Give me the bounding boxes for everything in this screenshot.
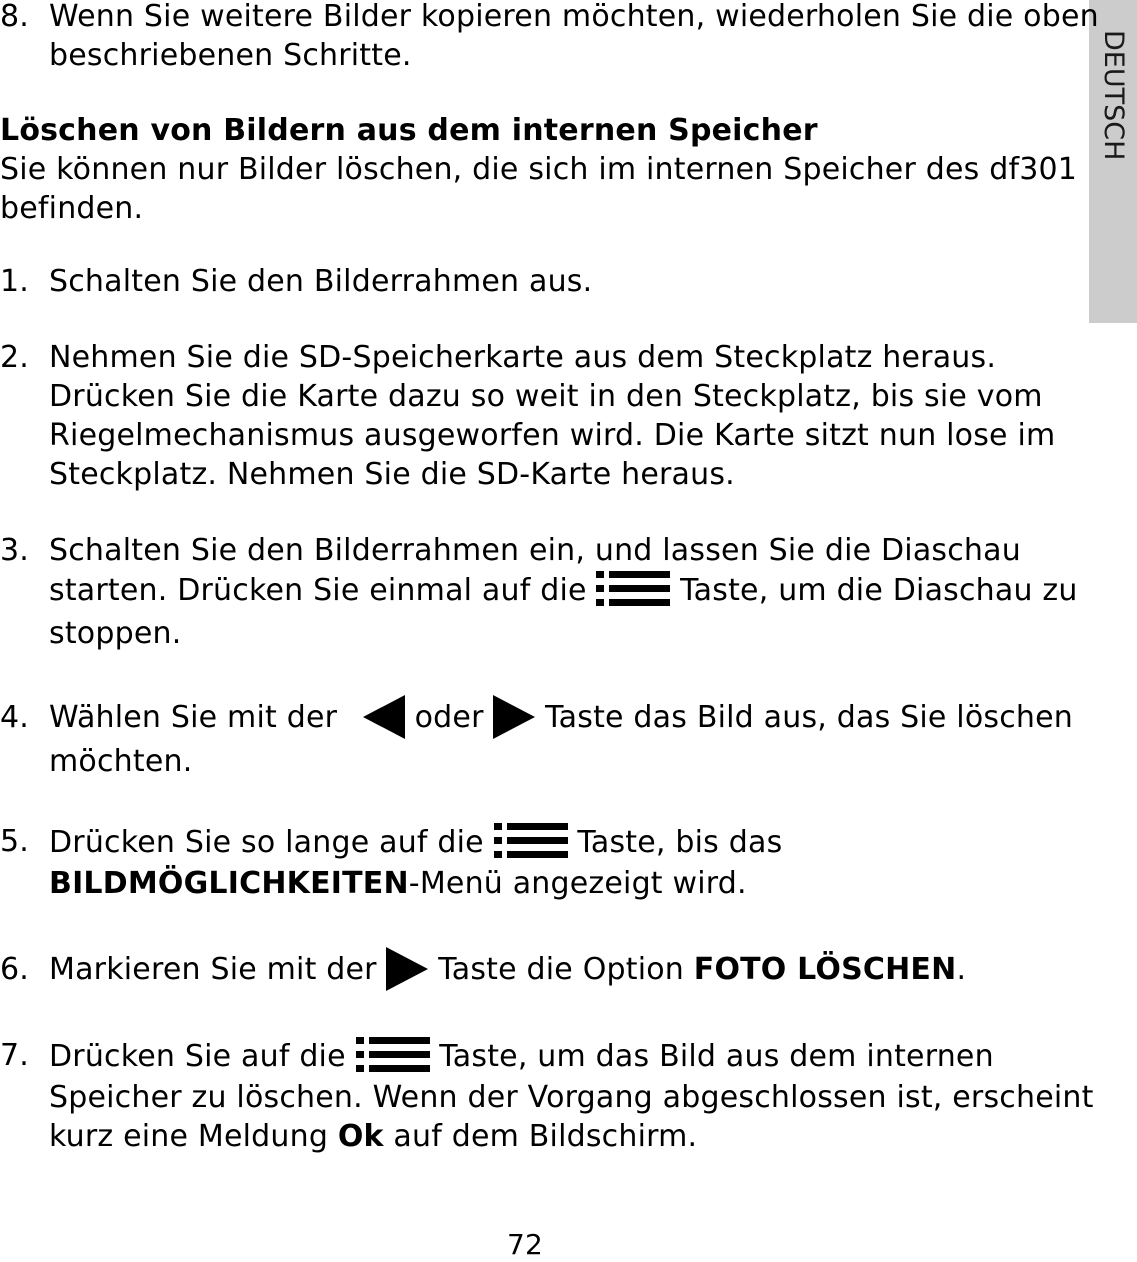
section-heading: Löschen von Bildern aus dem internen Speicher — [0, 113, 818, 148]
step-text: Nehmen Sie die SD-Speicherkarte aus dem Steckplatz heraus. — [49, 340, 997, 375]
step-text: möchten. — [49, 744, 193, 779]
list-item-line: beschriebenen Schritte. — [49, 38, 412, 73]
step-text: oder — [404, 700, 494, 735]
language-tab-label: DEUTSCH — [1098, 30, 1129, 161]
left-arrow-icon — [363, 695, 405, 739]
list-item-line: Wenn Sie weitere Bilder kopieren möchten, wiederholen Sie die oben — [49, 0, 1099, 34]
section — [0, 111, 1077, 228]
step-text: Taste, um die Diaschau zu — [670, 573, 1078, 608]
message-name: Ok — [337, 1119, 384, 1154]
section-intro-line: befinden. — [0, 191, 144, 226]
step-text: Taste, bis das — [567, 825, 783, 860]
section-intro-line: Sie können nur Bilder löschen, die sich im internen Speicher des df301 — [0, 152, 1078, 187]
step-number: 6. — [0, 952, 30, 987]
menu-name: BILDMÖGLICHKEITEN — [49, 866, 409, 901]
step-text: -Menü angezeigt wird. — [408, 866, 747, 901]
step-number: 3. — [0, 533, 30, 568]
step-text: Schalten Sie den Bilderrahmen aus. — [49, 264, 593, 299]
right-arrow-icon — [386, 947, 428, 991]
step-text: Drücken Sie auf die — [49, 1039, 356, 1074]
step-text: Riegelmechanismus ausgeworfen wird. Die Karte sitzt nun lose im — [49, 418, 1056, 453]
step-text: Taste, um das Bild aus dem internen — [429, 1039, 994, 1074]
list-item-number: 8. — [0, 0, 30, 34]
step-text: starten. Drücken Sie einmal auf die — [49, 573, 597, 608]
step-text: Steckplatz. Nehmen Sie die SD-Karte heraus. — [49, 457, 735, 492]
step-text: kurz eine Meldung — [49, 1119, 338, 1154]
step-number: 5. — [0, 824, 30, 859]
step-text: Speicher zu löschen. Wenn der Vorgang abgeschlossen ist, erscheint — [49, 1080, 1094, 1115]
right-arrow-icon — [493, 695, 535, 739]
step-number: 4. — [0, 700, 30, 735]
step-text: Taste die Option — [428, 952, 694, 987]
step-text: auf dem Bildschirm. — [383, 1119, 698, 1154]
step-number: 2. — [0, 340, 30, 375]
menu-list-icon — [356, 1036, 430, 1074]
menu-list-icon — [596, 570, 670, 608]
step-text: Drücken Sie die Karte dazu so weit in den Steckplatz, bis sie vom — [49, 379, 1043, 414]
step-text: Schalten Sie den Bilderrahmen ein, und lassen Sie die Diaschau — [49, 533, 1021, 568]
step-number: 1. — [0, 264, 30, 299]
step-number: 7. — [0, 1038, 30, 1073]
option-name: FOTO LÖSCHEN — [693, 952, 957, 987]
page-number: 72 — [506, 1228, 544, 1261]
step-text: . — [956, 952, 967, 987]
step-text: stoppen. — [49, 616, 182, 651]
step-text: Wählen Sie mit der — [49, 700, 347, 735]
step-text: Markieren Sie mit der — [49, 952, 387, 987]
menu-list-icon — [494, 822, 568, 860]
step-text: Taste das Bild aus, das Sie löschen — [535, 700, 1074, 735]
step-text: Drücken Sie so lange auf die — [49, 825, 494, 860]
